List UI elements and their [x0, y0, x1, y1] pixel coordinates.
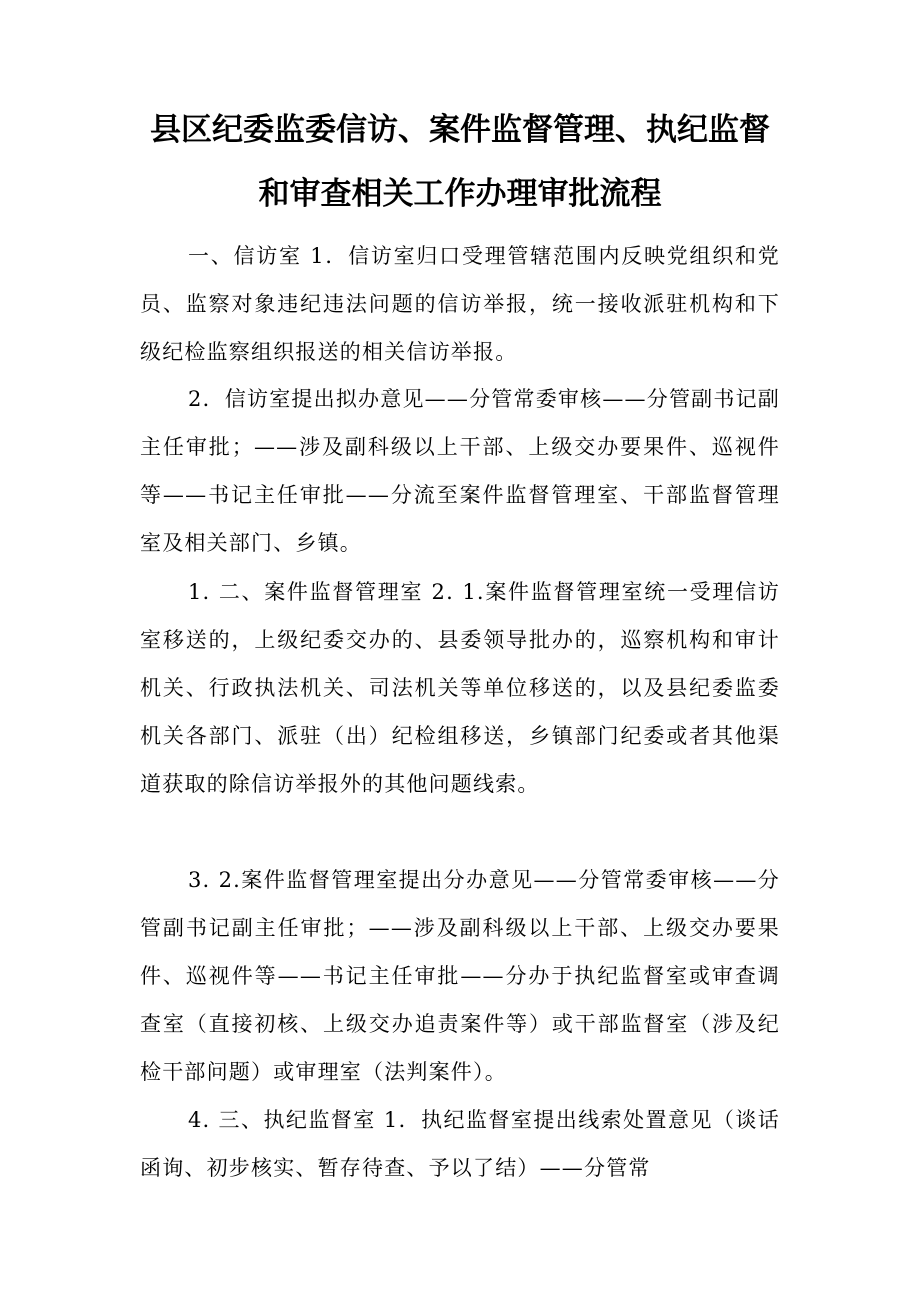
paragraph-case-supervision-process: 3. 2.案件监督管理室提出分办意见——分管常委审核——分管副书记副主任审批；——涉及副科级以上干部、上级交办要果件、巡视件等——书记主任审批——分办于执纪监督室或审查调查室（直接初核、上级交办追责案件等）或干部监督室（涉及纪检干部问题）或审理室（法判案件）。: [140, 868, 780, 1084]
document-title-line-1: 县区纪委监委信访、案件监督管理、执纪监督: [150, 112, 770, 148]
paragraph-discipline-supervision: 4. 三、执纪监督室 1．执纪监督室提出线索处置意见（谈话函询、初步核实、暂存待查、予以了结）——分管常: [140, 1108, 780, 1180]
paragraph-petition-office-process: 2．信访室提出拟办意见——分管常委审核——分管副书记副主任审批；——涉及副科级以上干部、上级交办要果件、巡视件等——书记主任审批——分流至案件监督管理室、干部监督管理室及相关部门、乡镇。: [140, 387, 780, 555]
paragraph-case-supervision-intro: 1. 二、案件监督管理室 2. 1.案件监督管理室统一受理信访室移送的，上级纪委交办的、县委领导批办的，巡察机构和审计机关、行政执法机关、司法机关等单位移送的，以及县纪委监委机关各部门、派驻（出）纪检组移送，乡镇部门纪委或者其他渠道获取的除信访举报外的其他问题线索。: [140, 580, 780, 796]
document-title-line-2: 和审查相关工作办理审批流程: [258, 176, 662, 212]
paragraph-petition-office-intro: 一、信访室 1．信访室归口受理管辖范围内反映党组织和党员、监察对象违纪违法问题的信访举报，统一接收派驻机构和下级纪检监察组织报送的相关信访举报。: [140, 244, 780, 364]
